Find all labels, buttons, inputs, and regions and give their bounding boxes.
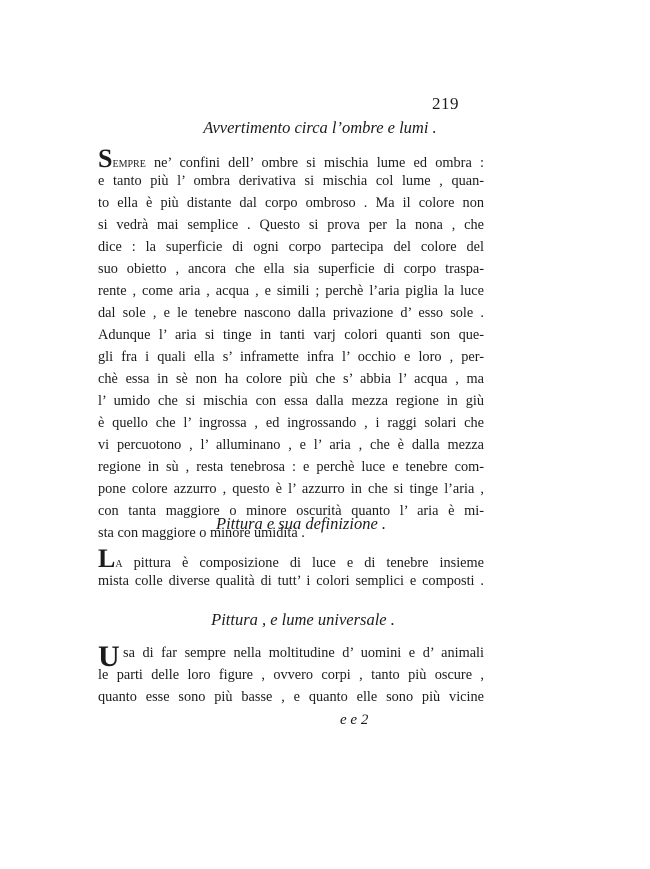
text-line: La pittura è composizione di luce e di tenebre insieme: [98, 544, 484, 573]
text-line: gli fra i quali ella s’ inframette infra l’ occhio e loro , per-: [98, 349, 484, 365]
text-line: to ella è più distante dal corpo ombroso . Ma il colore non: [98, 195, 484, 211]
drop-cap-U: U: [98, 640, 120, 673]
section-heading-avvertimento: Avvertimento circa l’ombre e lumi .: [203, 118, 437, 137]
text-line: suo obietto , ancora che ella sia superficie di corpo traspa-: [98, 261, 484, 277]
text-line: regione in sù , resta tenebrosa : e perchè luce e tenebre com-: [98, 459, 484, 475]
paragraph-avvertimento: [98, 144, 484, 544]
text-line: chè essa in sè non ha colore più che s’ abbia l’ acqua , ma: [98, 371, 484, 387]
text-line: rente , come aria , acqua , e simili ; perchè l’aria piglia la luce: [98, 283, 484, 299]
text-line: dal sole , e le tenebre nascono dalla privazione d’ esso sole .: [98, 305, 484, 321]
text-line: l’ umido che si mischia con essa dalla mezza regione in giù: [98, 393, 484, 409]
catchword: e e 2: [340, 712, 369, 728]
text-line: Adunque l’ aria si tinge in tanti varj colori quanti son que-: [98, 327, 484, 343]
text-line: vi percuotono , l’ alluminano , e l’ aria , che è dalla mezza: [98, 437, 484, 453]
text-line: sa di far sempre nella moltitudine d’ uomini e d’ animali: [123, 645, 484, 661]
section-heading-lume-universale: Pittura , e lume universale .: [211, 610, 395, 629]
text-line: pone colore azzurro , questo è l’ azzurro in che si tinge l’aria ,: [98, 481, 484, 497]
text-line: si vedrà mai semplice . Questo si prova per la nona , che: [98, 217, 484, 233]
text-line: Sempre ne’ confini dell’ ombre si mischia lume ed ombra :: [98, 144, 484, 173]
drop-cap-L: La: [98, 544, 123, 573]
text-line: e tanto più l’ ombra derivativa si mischia col lume , quan-: [98, 173, 484, 189]
paragraph-lume-universale: [98, 642, 484, 708]
text-line: le parti delle loro figure , ovvero corpi , tanto più oscure ,: [98, 667, 484, 683]
text-line: quanto esse sono più basse , e quanto elle sono più vicine: [98, 689, 484, 705]
text-line: dice : la superficie di ogni corpo partecipa del colore del: [98, 239, 484, 255]
text-line: con tanta maggiore o minore oscurità quanto l’ aria è mi-: [98, 503, 484, 519]
text-line: sta con maggiore o minore umidità .: [98, 525, 305, 541]
page-number: 219: [432, 94, 459, 113]
text-line: mista colle diverse qualità di tutt’ i colori semplici e composti .: [98, 573, 484, 589]
drop-cap-S: Sempre: [98, 144, 146, 173]
paragraph-pittura-definizione: [98, 544, 484, 592]
section-heading-pittura-definizione: Pittura e sua definizione .: [215, 514, 387, 533]
text-line: è quello che l’ ingrossa , ed ingrossando , i raggi solari che: [98, 415, 484, 431]
